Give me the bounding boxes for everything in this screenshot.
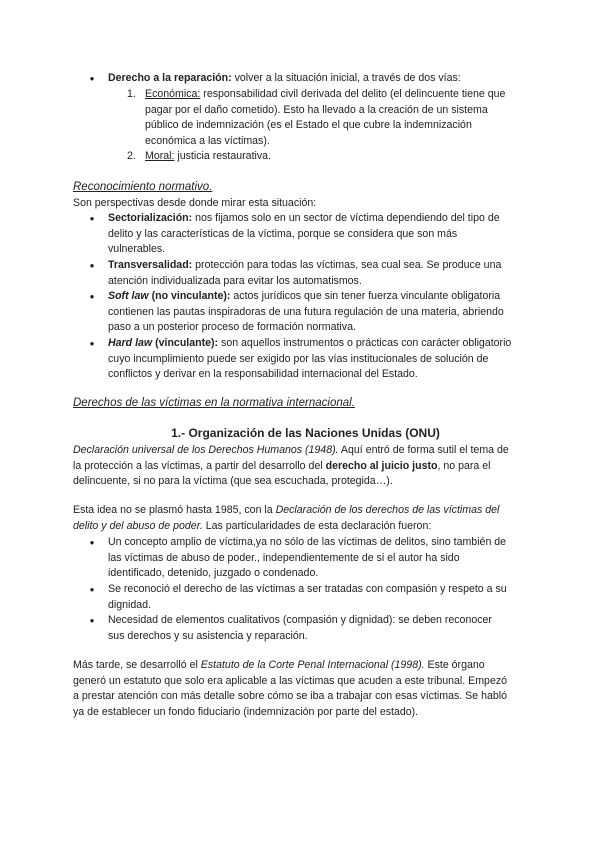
- repair-subitem-2: [127, 149, 547, 165]
- item-text: conflictos y derivar en la responsabilidad internacional del Estado.: [108, 368, 418, 381]
- paragraph-text: a prestar atención con más detalle sobre cómo se iba a trabajar con esas víctimas. Se habló: [73, 690, 507, 703]
- item-text: Necesidad de elementos cualitativos (compasión y dignidad): se deben reconocer: [108, 614, 492, 626]
- org-title: 1.- Organización de las Naciones Unidas (ONU): [171, 426, 440, 440]
- recognition-item-3: [90, 289, 550, 336]
- item-text: dignidad.: [108, 598, 152, 611]
- recognition-item-1: [90, 211, 550, 258]
- item-text: identificado, detenido, juzgado o condenado.: [108, 567, 319, 580]
- subitem-text: responsabilidad civil derivada del delito (el delincuente tiene que: [200, 88, 506, 100]
- rights-item-2: [90, 582, 550, 613]
- declaration-title: Declaración de los derechos de las víctimas del: [275, 504, 500, 516]
- subitem-text: económica a las víctimas).: [145, 134, 270, 147]
- item-text: atención individualizada para evitar los automatismos.: [108, 274, 362, 287]
- bullet-icon: ●: [89, 214, 95, 223]
- item-text: las víctimas de abuso de poder., independientemente de si el autor ha sido: [108, 551, 460, 564]
- declaration-title: Declaración universal de los Derechos Humanos (1948).: [73, 444, 339, 456]
- repair-subitem-1: [127, 87, 547, 149]
- bullet-icon: ●: [89, 585, 95, 594]
- item-term: Soft law: [108, 290, 149, 302]
- paragraph-text: la protección a las víctimas, a partir del desarrollo del: [73, 459, 326, 472]
- declaration-paragraph: [73, 443, 538, 490]
- item-text: sus derechos y su asistencia y reparación.: [108, 629, 308, 642]
- bullet-icon: ●: [89, 74, 95, 83]
- rights-heading: Derechos de las víctimas en la normativa internacional.: [73, 397, 355, 409]
- subitem-text: justicia restaurativa.: [174, 150, 271, 162]
- bullet-icon: ●: [89, 292, 95, 301]
- subitem-text: público de indemnización (es el Estado el que cubre la indemnización: [145, 119, 472, 132]
- bullet-icon: ●: [89, 339, 95, 348]
- subitem-number: 1.: [127, 88, 136, 100]
- item-term: Sectorialización:: [108, 212, 193, 224]
- bullet-icon: ●: [89, 616, 95, 625]
- item-term: (no vinculante):: [148, 290, 231, 302]
- paragraph-text: , no para el: [437, 459, 491, 472]
- paragraph-text: Aquí entró de forma sutil el tema de: [338, 444, 509, 456]
- bullet-icon: ●: [89, 538, 95, 547]
- recognition-item-2: [90, 258, 550, 289]
- repair-text: volver a la situación inicial, a través de dos vías:: [231, 72, 461, 84]
- item-text: contienen las pautas inspiradoras de una futura regulación de una materia, abriendo: [108, 305, 504, 318]
- declaration-title: delito y del abuso de poder.: [73, 519, 203, 532]
- recognition-heading: Reconocimiento normativo.: [73, 181, 213, 193]
- paragraph-text: generó un estatuto que solo era aplicable a las víctimas que acuden a este tribunal. Empezó: [73, 674, 508, 687]
- economica-term: Económica:: [145, 88, 201, 100]
- subitem-text: pagar por el daño cometido). Esto ha llevado a la creación de un sistema: [145, 103, 488, 116]
- repair-bullet-item: [90, 71, 550, 87]
- paragraph-1998: [73, 658, 538, 720]
- paragraph-text: ya de establecer un fondo fiduciario (indemnización por parte del estado).: [73, 705, 419, 718]
- fair-trial-term: derecho al juicio justo: [325, 459, 438, 472]
- paragraph-text: Esta idea no se plasmó hasta 1985, con la: [73, 504, 276, 516]
- item-text: Un concepto amplio de víctima,ya no sólo de las víctimas de delitos, sino también de: [108, 536, 507, 548]
- moral-term: Moral:: [145, 150, 175, 162]
- statute-title: Estatuto de la Corte Penal Internacional (1998).: [200, 659, 425, 671]
- paragraph-text: Este órgano: [424, 659, 485, 671]
- repair-term: Derecho a la reparación:: [108, 72, 232, 84]
- item-text: paso a un posterior proceso de formación normativa.: [108, 321, 356, 334]
- item-term: Transversalidad:: [108, 259, 193, 271]
- item-text: nos fijamos solo en un sector de víctima dependiendo del tipo de: [192, 212, 500, 224]
- recognition-section: [73, 180, 538, 211]
- rights-heading-block: [73, 396, 538, 412]
- item-term: Hard law: [108, 337, 153, 349]
- paragraph-text: delincuente, si no para la víctima (que sea escuchada, protegida…).: [73, 475, 393, 488]
- item-text: Se reconoció el derecho de las víctimas a ser tratadas con compasión y respeto a su: [108, 583, 507, 595]
- rights-item-1: [90, 535, 550, 582]
- bullet-icon: ●: [89, 261, 95, 270]
- paragraph-text: Las particularidades de esta declaración fueron:: [202, 519, 432, 532]
- item-text: cuyo incumplimiento puede ser exigido por las vías institucionales de solución de: [108, 352, 489, 365]
- item-text: actos jurídicos que sin tener fuerza vinculante obligatoria: [230, 290, 501, 302]
- recognition-item-4: [90, 336, 550, 383]
- item-term: (vinculante):: [152, 337, 219, 349]
- item-text: vulnerables.: [108, 243, 166, 256]
- recognition-intro: Son perspectivas desde donde mirar esta situación:: [73, 196, 317, 209]
- paragraph-1985: [73, 503, 538, 534]
- subitem-number: 2.: [127, 150, 136, 162]
- item-text: son aquellos instrumentos o prácticas con carácter obligatorio: [218, 337, 512, 349]
- paragraph-text: Más tarde, se desarrolló el: [73, 659, 201, 671]
- item-text: delito y las características de la víctima, porque se considera que son más: [108, 227, 458, 240]
- rights-item-3: [90, 613, 550, 644]
- item-text: protección para todas las víctimas, sea cual sea. Se produce una: [192, 259, 502, 271]
